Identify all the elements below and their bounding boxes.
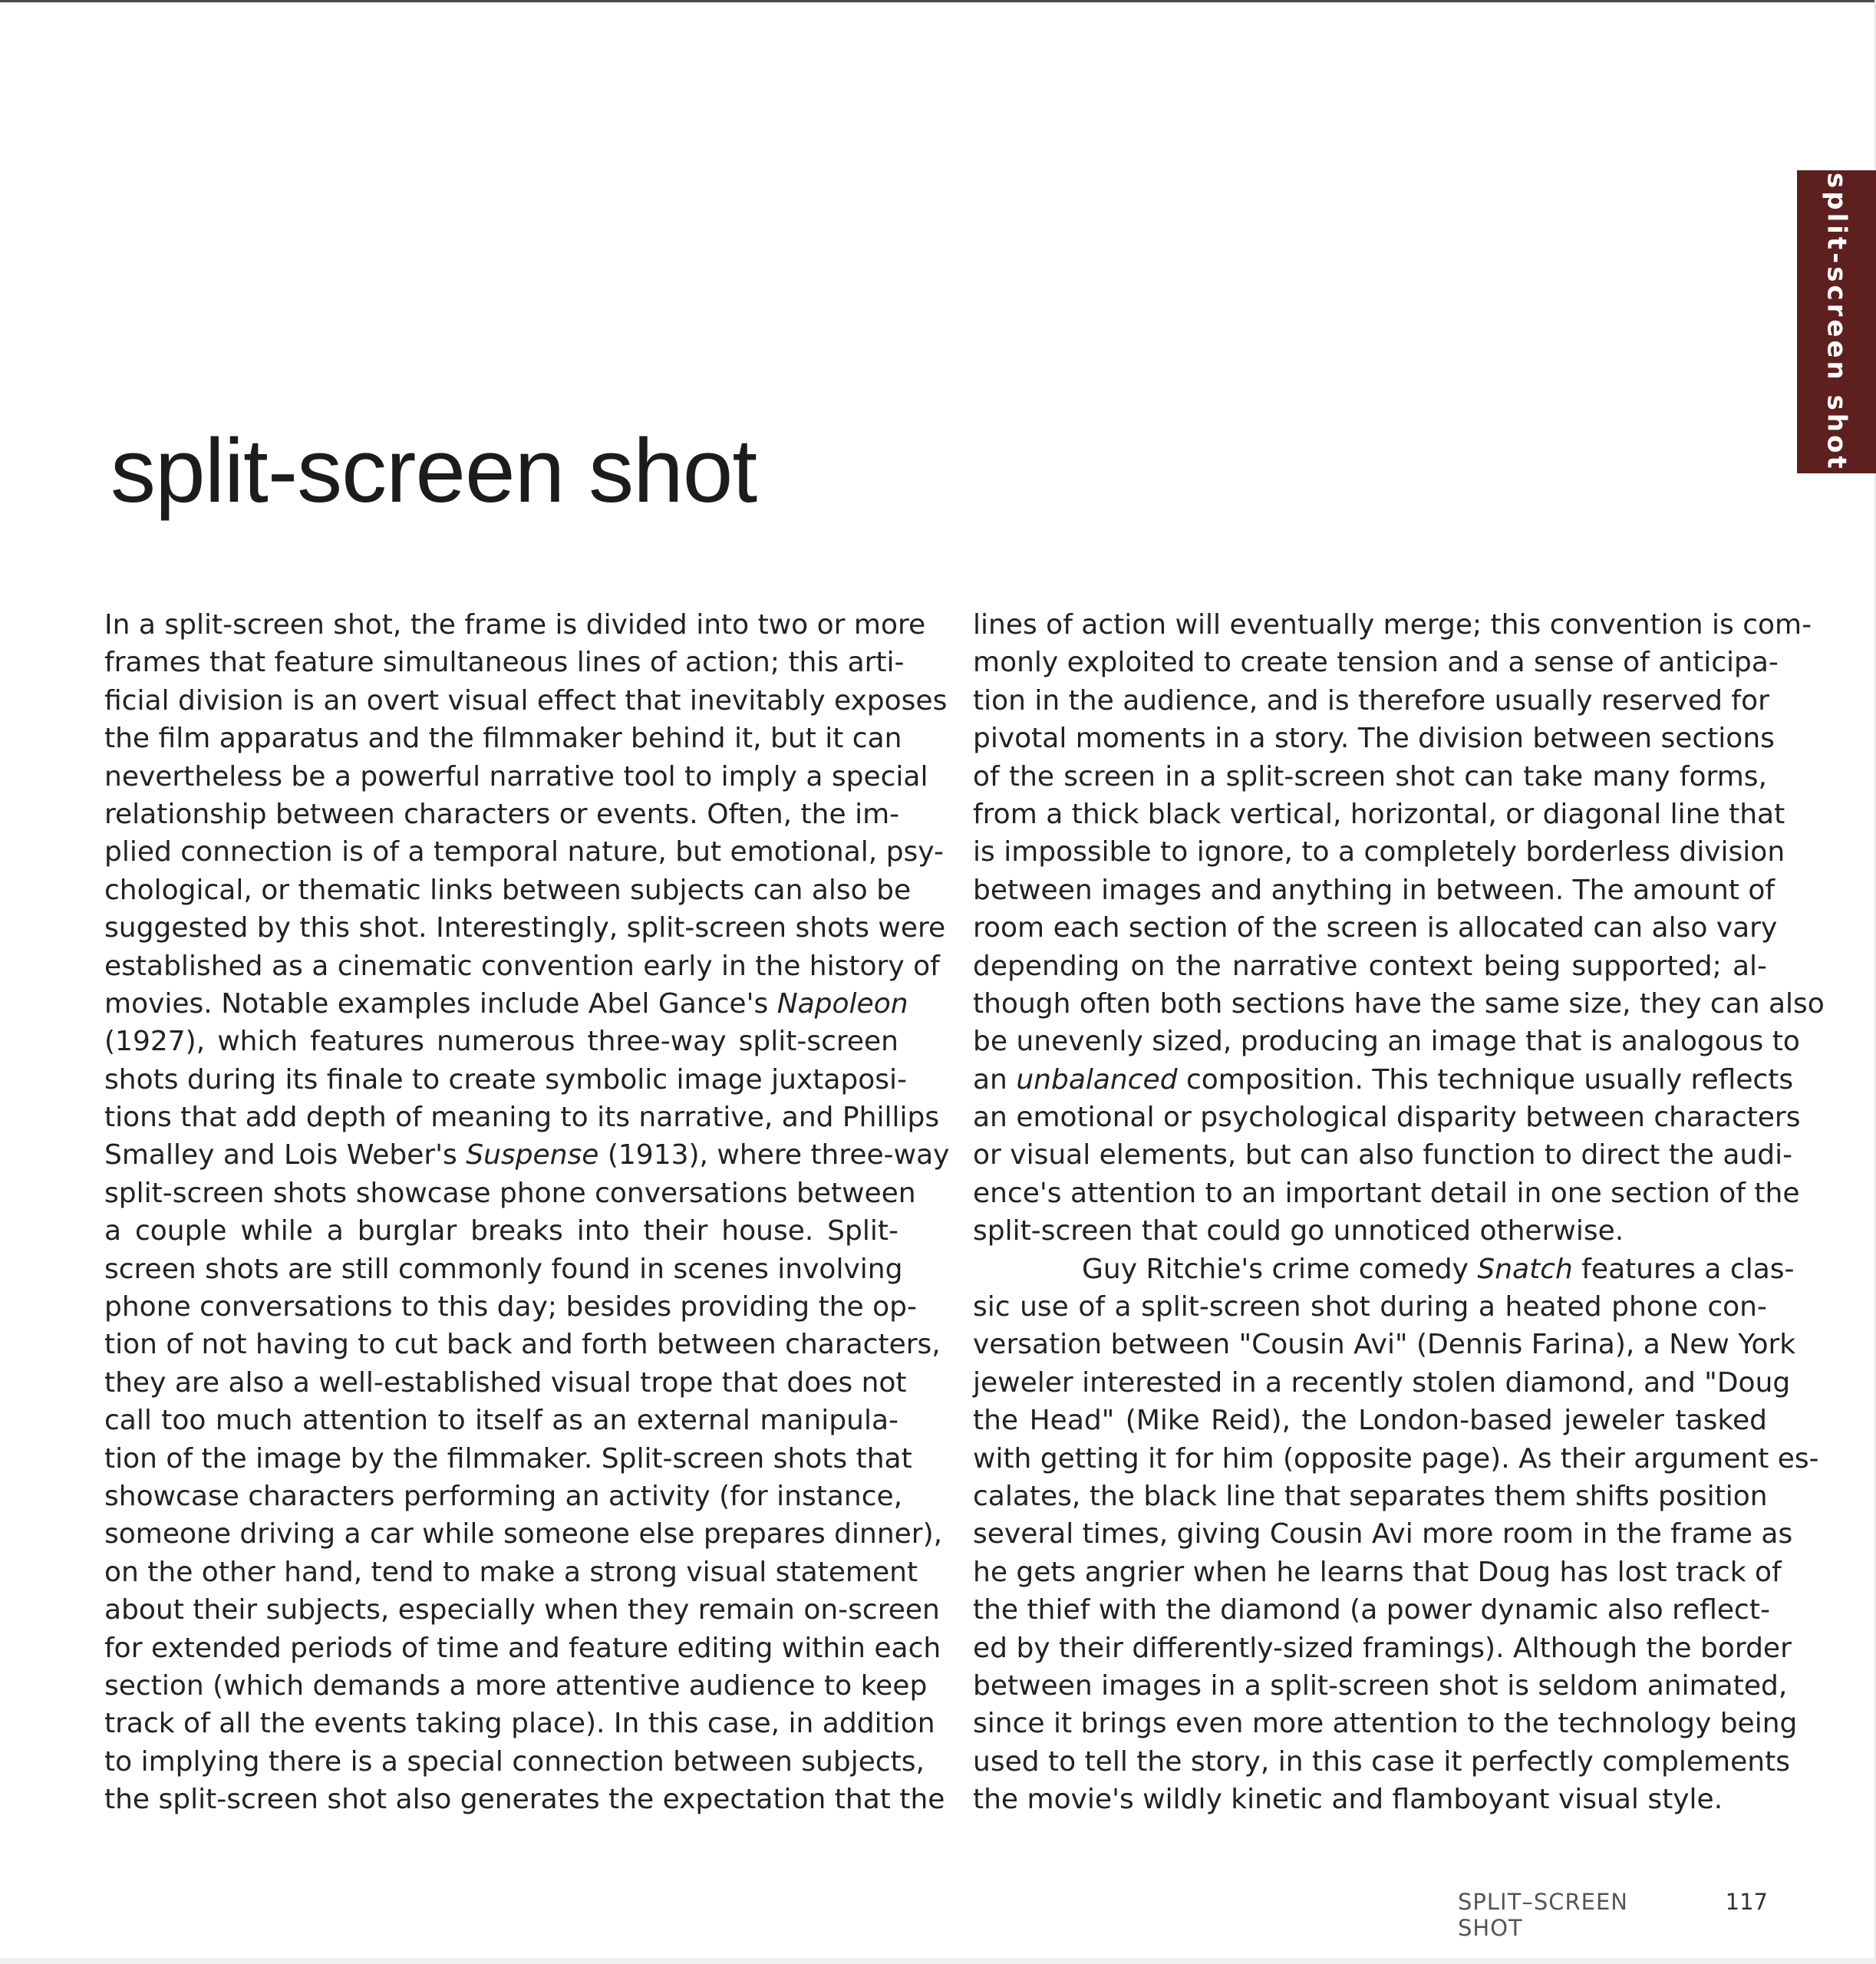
text-line: they are also a well-established visual trope that does not — [104, 1366, 907, 1399]
text-line: screen shots are still commonly found in scenes involving — [104, 1253, 903, 1285]
italic-title: Napoleon — [776, 987, 908, 1020]
text-line: of the screen in a split-screen shot can take many forms, — [973, 760, 1767, 793]
text-line: track of all the events taking place). In this case, in addition — [104, 1708, 935, 1740]
text-line: he gets angrier when he learns that Doug has lost track of — [973, 1556, 1782, 1588]
text-line: relationship between characters or events. Often, the im- — [104, 798, 900, 830]
text-line: shots during its finale to create symbolic image juxtaposi- — [104, 1063, 908, 1096]
text-line: call too much attention to itself as an external manipula- — [104, 1405, 898, 1437]
text-line: movies. Notable examples include Abel Gance's Napoleon — [104, 987, 908, 1020]
text-line: section (which demands a more attentive audience to keep — [104, 1669, 928, 1702]
text-line: for extended periods of time and feature editing within each — [104, 1632, 941, 1664]
italic-title: unbalanced — [1016, 1063, 1178, 1096]
text-line: versation between "Cousin Avi" (Dennis Farina), a New York — [973, 1329, 1796, 1361]
text-line: phone conversations to this day; besides providing the op- — [104, 1291, 917, 1323]
text-line: from a thick black vertical, horizontal, or diagonal line that — [973, 798, 1785, 830]
text-line: split-screen shots showcase phone conversations between — [104, 1177, 916, 1209]
text-line: nevertheless be a powerful narrative tool to imply a special — [104, 760, 928, 793]
text-line: calates, the black line that separates them shifts position — [973, 1480, 1768, 1512]
text-line: the Head" (Mike Reid), the London-based jeweler tasked — [973, 1405, 1767, 1437]
text-line: established as a cinematic convention early in the history of — [104, 950, 940, 982]
page-bottom-edge — [0, 1958, 1876, 1964]
text-line: though often both sections have the same size, they can also — [973, 987, 1825, 1020]
text-line: tion in the audience, and is therefore usually reserved for — [973, 684, 1769, 717]
text-line: pivotal moments in a story. The division between sections — [973, 723, 1775, 755]
text-line: depending on the narrative context being supported; al- — [973, 950, 1767, 982]
text-line: tions that add depth of meaning to its narrative, and Phillips — [104, 1102, 940, 1134]
text-line: on the other hand, tend to make a strong visual statement — [104, 1556, 918, 1588]
text-line: lines of action will eventually merge; this convention is com- — [973, 609, 1812, 641]
text-line: frames that feature simultaneous lines of action; this arti- — [104, 647, 905, 679]
text-line: Smalley and Lois Weber's Suspense (1913), where three-way — [104, 1139, 950, 1171]
text-line: ence's attention to an important detail in one section of the — [973, 1177, 1800, 1209]
page-footer — [1458, 1889, 1768, 1941]
text-line: showcase characters performing an activity (for instance, — [104, 1480, 903, 1512]
page-number: 117 — [1725, 1889, 1768, 1915]
text-line: tion of the image by the filmmaker. Split-screen shots that — [104, 1442, 912, 1475]
text-line: ficial division is an overt visual effect that inevitably exposes — [104, 684, 948, 717]
text-line: suggested by this shot. Interestingly, split-screen shots were — [104, 912, 946, 944]
text-line: several times, giving Cousin Avi more room in the frame as — [973, 1518, 1793, 1550]
running-title: SPLIT–SCREEN SHOT — [1458, 1889, 1628, 1941]
text-line: an unbalanced composition. This technique usually reflects — [973, 1063, 1794, 1096]
text-line: between images in a split-screen shot is seldom animated, — [973, 1669, 1788, 1702]
text-line: plied connection is of a temporal nature, but emotional, psy- — [104, 836, 944, 868]
italic-title: Snatch — [1477, 1253, 1573, 1285]
text-line: about their subjects, especially when they remain on-screen — [104, 1594, 940, 1626]
text-line: since it brings even more attention to the technology being — [973, 1708, 1798, 1740]
text-line: be unevenly sized, producing an image that is analogous to — [973, 1026, 1800, 1058]
text-line: jeweler interested in a recently stolen diamond, and "Doug — [973, 1366, 1791, 1399]
text-line: someone driving a car while someone else prepares dinner), — [104, 1518, 943, 1550]
text-line: ed by their differently-sized framings). Although the border — [973, 1632, 1792, 1664]
text-line: between images and anything in between. The amount of — [973, 874, 1775, 906]
text-line: split-screen that could go unnoticed otherwise. — [973, 1215, 1624, 1247]
top-rule — [0, 0, 1876, 2]
text-line: the movie's wildly kinetic and flamboyant visual style. — [973, 1784, 1723, 1816]
text-line: chological, or thematic links between subjects can also be — [104, 874, 912, 906]
text-line: or visual elements, but can also function to direct the audi- — [973, 1139, 1793, 1171]
body-text-right-column — [973, 606, 1825, 1819]
body-text-left-column — [104, 606, 950, 1819]
text-line: used to tell the story, in this case it perfectly complements — [973, 1745, 1790, 1778]
text-line: with getting it for him (opposite page). As their argument es- — [973, 1442, 1819, 1475]
text-line: In a split-screen shot, the frame is divided into two or more — [104, 609, 926, 641]
text-line: an emotional or psychological disparity between characters — [973, 1102, 1801, 1134]
text-line: the film apparatus and the filmmaker behind it, but it can — [104, 723, 902, 755]
text-line: tion of not having to cut back and forth between characters, — [104, 1329, 941, 1361]
page-title: split-screen shot — [110, 420, 757, 522]
text-line: Guy Ritchie's crime comedy Snatch features a clas- — [1082, 1253, 1795, 1285]
text-line: the thief with the diamond (a power dynamic also reflect- — [973, 1594, 1770, 1626]
text-line: room each section of the screen is allocated can also vary — [973, 912, 1778, 944]
text-line: the split-screen shot also generates the expectation that the — [104, 1784, 945, 1816]
side-tab-label: split-screen shot — [1821, 172, 1852, 472]
italic-title: Suspense — [466, 1139, 599, 1171]
chapter-side-tab — [1797, 170, 1876, 473]
text-line: is impossible to ignore, to a completely borderless division — [973, 836, 1785, 868]
text-line: (1927), which features numerous three-way split-screen — [104, 1026, 898, 1058]
text-line: to implying there is a special connection between subjects, — [104, 1745, 925, 1778]
text-line: a couple while a burglar breaks into their house. Split- — [104, 1215, 898, 1247]
text-line: sic use of a split-screen shot during a heated phone con- — [973, 1291, 1767, 1323]
text-line: monly exploited to create tension and a sense of anticipa- — [973, 647, 1779, 679]
